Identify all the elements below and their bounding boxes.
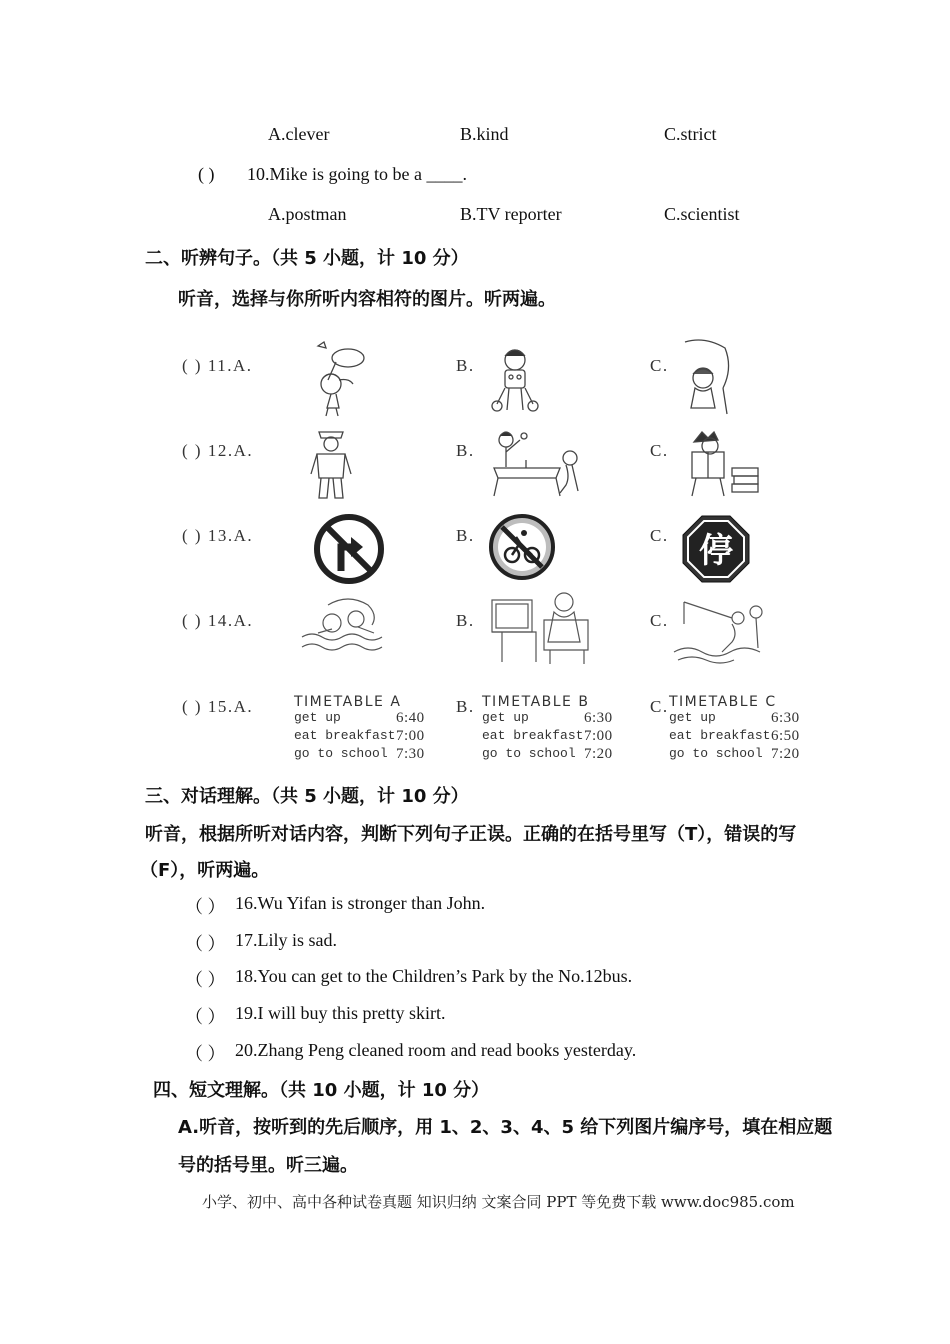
stop-sign-character: 停 <box>699 531 733 571</box>
q13-b-label: B. <box>456 526 475 545</box>
section2-title: 二、听辨句子。（共 5 小题，计 10 分） <box>145 248 469 269</box>
q11-label: ( ) 11.A. <box>182 356 253 375</box>
activity: go to school <box>482 746 576 761</box>
q14-c-label: C. <box>650 611 669 630</box>
q14-b-label: B. <box>456 611 475 630</box>
q20-text: 20.Zhang Peng cleaned room and read books yesterday. <box>235 1040 637 1060</box>
activity: eat breakfast <box>482 728 584 743</box>
q9-option-a: A.clever <box>268 124 330 144</box>
activity: get up <box>294 710 341 725</box>
kids-playing-ping-pong-image[interactable] <box>486 428 586 500</box>
section4-title: 四、短文理解。（共 10 小题，计 10 分） <box>153 1080 490 1101</box>
boy-with-robot-image[interactable] <box>487 346 545 416</box>
time: 6:30 <box>771 710 800 726</box>
stop-sign-image[interactable] <box>681 514 751 584</box>
time: 7:20 <box>584 746 613 762</box>
time: 7:00 <box>584 728 613 744</box>
q13-c-label: C. <box>650 526 669 545</box>
activity: get up <box>669 710 716 725</box>
table-row <box>294 710 434 728</box>
q14-label: ( ) 14.A. <box>182 611 254 630</box>
q19-answer-blank[interactable]: （ ） <box>185 1007 226 1027</box>
timetable-c-title: TIMETABLE C <box>669 694 777 710</box>
timetable-b-title: TIMETABLE B <box>482 694 590 710</box>
activity: go to school <box>669 746 763 761</box>
timetable-b[interactable] <box>482 694 622 764</box>
time: 6:30 <box>584 710 613 726</box>
activity: get up <box>482 710 529 725</box>
section3-instruction-line2: （F），听两遍。 <box>140 860 270 881</box>
table-row <box>669 710 809 728</box>
kids-fishing-image[interactable] <box>672 600 768 666</box>
q16-text: 16.Wu Yifan is stronger than John. <box>235 893 486 913</box>
q11-b-label: B. <box>456 356 475 375</box>
table-row <box>294 728 434 746</box>
q17-answer-blank[interactable]: （ ） <box>185 934 226 954</box>
grandpa-watching-tv-image[interactable] <box>488 590 592 666</box>
q20-answer-blank[interactable]: （ ） <box>185 1044 226 1064</box>
q17-text: 17.Lily is sad. <box>235 930 337 950</box>
activity: eat breakfast <box>294 728 396 743</box>
time: 7:30 <box>396 746 425 762</box>
timetable-a-title: TIMETABLE A <box>294 694 402 710</box>
kids-swimming-image[interactable] <box>298 593 386 665</box>
timetable-a[interactable] <box>294 694 434 764</box>
q10-stem: 10.Mike is going to be a ____. <box>247 164 467 184</box>
q10-option-b: B.TV reporter <box>460 204 562 224</box>
section4-instruction-line2: 号的括号里。听三遍。 <box>178 1155 358 1176</box>
table-row <box>669 746 809 764</box>
q15-b-label: B. <box>456 697 475 716</box>
table-row <box>294 746 434 764</box>
section4-instruction-line1: A.听音，按听到的先后顺序，用 1、2、3、4、5 给下列图片编序号，填在相应题 <box>178 1117 833 1138</box>
q18-answer-blank[interactable]: （ ） <box>185 970 226 990</box>
girl-catching-butterfly-image[interactable] <box>298 338 378 418</box>
q16-answer-blank[interactable]: （ ） <box>185 897 226 917</box>
table-row <box>482 746 622 764</box>
q12-label: ( ) 12.A. <box>182 441 254 460</box>
q19-text: 19.I will buy this pretty skirt. <box>235 1003 446 1023</box>
q9-option-b: B.kind <box>460 124 509 144</box>
time: 7:00 <box>396 728 425 744</box>
activity: go to school <box>294 746 388 761</box>
q15-label: ( ) 15.A. <box>182 697 254 716</box>
q18-text: 18.You can get to the Children’s Park by the No.12bus. <box>235 966 633 986</box>
no-bicycles-sign-image[interactable] <box>488 513 556 581</box>
boy-reading-book-image[interactable] <box>676 428 760 500</box>
section3-instruction-line1: 听音，根据所听对话内容，判断下列句子正误。正确的在括号里写（T），错误的写 <box>145 824 797 845</box>
time: 6:50 <box>771 728 800 744</box>
policeman-image[interactable] <box>305 424 357 500</box>
q9-option-c: C.strict <box>664 124 717 144</box>
timetable-c[interactable] <box>669 694 809 764</box>
q15-c-label: C. <box>650 697 669 716</box>
time: 6:40 <box>396 710 425 726</box>
q10-answer-blank[interactable]: ( ) <box>198 164 215 184</box>
child-under-tree-image[interactable] <box>675 338 735 416</box>
q10-option-a: A.postman <box>268 204 347 224</box>
q12-b-label: B. <box>456 441 475 460</box>
q13-label: ( ) 13.A. <box>182 526 254 545</box>
table-row <box>482 728 622 746</box>
section3-title: 三、对话理解。（共 5 小题，计 10 分） <box>145 786 469 807</box>
q10-option-c: C.scientist <box>664 204 740 224</box>
q11-c-label: C. <box>650 356 669 375</box>
table-row <box>669 728 809 746</box>
q12-c-label: C. <box>650 441 669 460</box>
time: 7:20 <box>771 746 800 762</box>
activity: eat breakfast <box>669 728 771 743</box>
section2-instruction: 听音，选择与你所听内容相符的图片。听两遍。 <box>178 289 556 310</box>
footer-text: 小学、初中、高中各种试卷真题 知识归纳 文案合同 PPT 等免费下载 www.doc985.com <box>202 1193 795 1211</box>
table-row <box>482 710 622 728</box>
no-right-turn-sign-image[interactable] <box>313 513 385 585</box>
